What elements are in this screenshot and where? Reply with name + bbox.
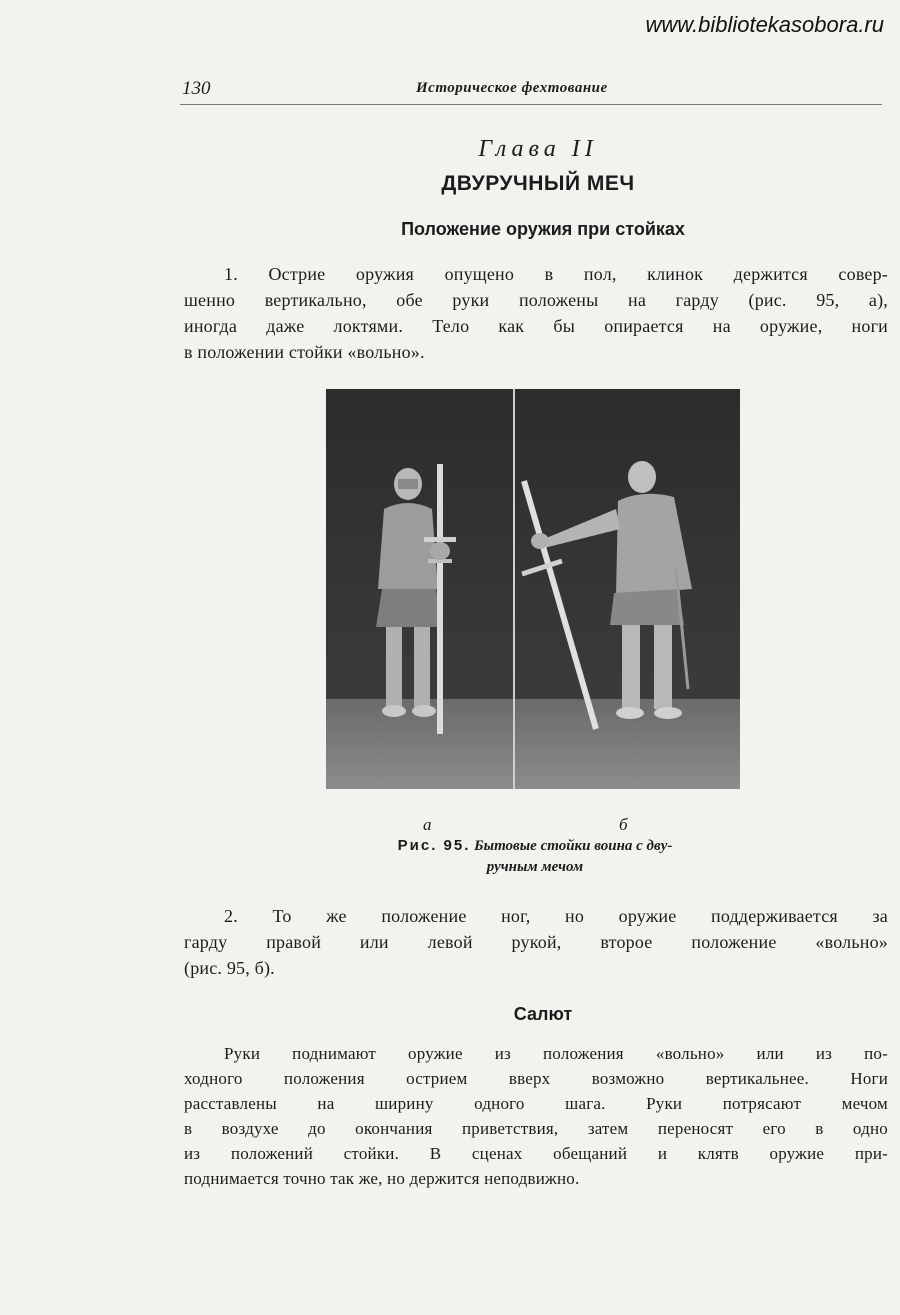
chapter-label: Глава II: [478, 136, 598, 162]
paragraph-line: ходного положения острием вверх возможно вертикальнее. Ноги: [184, 1069, 888, 1088]
figure-caption: [300, 835, 770, 878]
paragraph-line: иногда даже локтями. Тело как бы опирается на оружие, ноги: [184, 316, 888, 336]
page-number: 130: [182, 78, 211, 99]
paragraph-line: 2. То же положение ног, но оружие поддерживается за: [224, 906, 888, 926]
watermark-url[interactable]: www.bibliotekasobora.ru: [645, 12, 884, 37]
section-heading-stances: Положение оружия при стойках: [401, 219, 685, 239]
running-head: [180, 78, 882, 105]
paragraph-1: [184, 261, 888, 365]
paragraph-line: шенно вертикально, обе руки положены на гарду (рис. 95, а),: [184, 290, 888, 310]
caption-line-1: [300, 835, 770, 857]
figure-95-photo: [326, 389, 740, 789]
paragraph-line: из положений стойки. В сценах обещаний и клятв оружие при-: [184, 1144, 888, 1163]
running-title: Историческое фехтование: [416, 80, 608, 96]
section-heading-salute: Салют: [513, 1004, 573, 1024]
figure-label-a: а: [423, 815, 432, 834]
figure-photo-image: [326, 389, 740, 789]
paragraph-salute: [184, 1041, 888, 1191]
paragraph-line: расставлены на ширину одного шага. Руки потрясают мечом: [184, 1094, 888, 1113]
caption-line-2: ручным мечом: [486, 859, 584, 875]
paragraph-line: поднимается точно так же, но держится неподвижно.: [184, 1169, 580, 1188]
figure-label-b: б: [619, 815, 628, 834]
caption-prefix: Рис. 95.: [397, 837, 471, 854]
chapter-title: ДВУРУЧНЫЙ МЕЧ: [441, 172, 635, 195]
paragraph-2: [184, 903, 888, 981]
paragraph-line: гарду правой или левой рукой, второе положение «вольно»: [184, 932, 888, 952]
paragraph-line: (рис. 95, б).: [184, 958, 275, 978]
paragraph-line: в воздухе до окончания приветствия, затем переносят его в одно: [184, 1119, 888, 1138]
paragraph-line: в положении стойки «вольно».: [184, 342, 425, 362]
paragraph-line: Руки поднимают оружие из положения «вольно» или из по-: [224, 1044, 888, 1063]
caption-text: Бытовые стойки воина с дву-: [474, 838, 673, 854]
paragraph-line: 1. Острие оружия опущено в пол, клинок держится совер-: [224, 264, 888, 284]
